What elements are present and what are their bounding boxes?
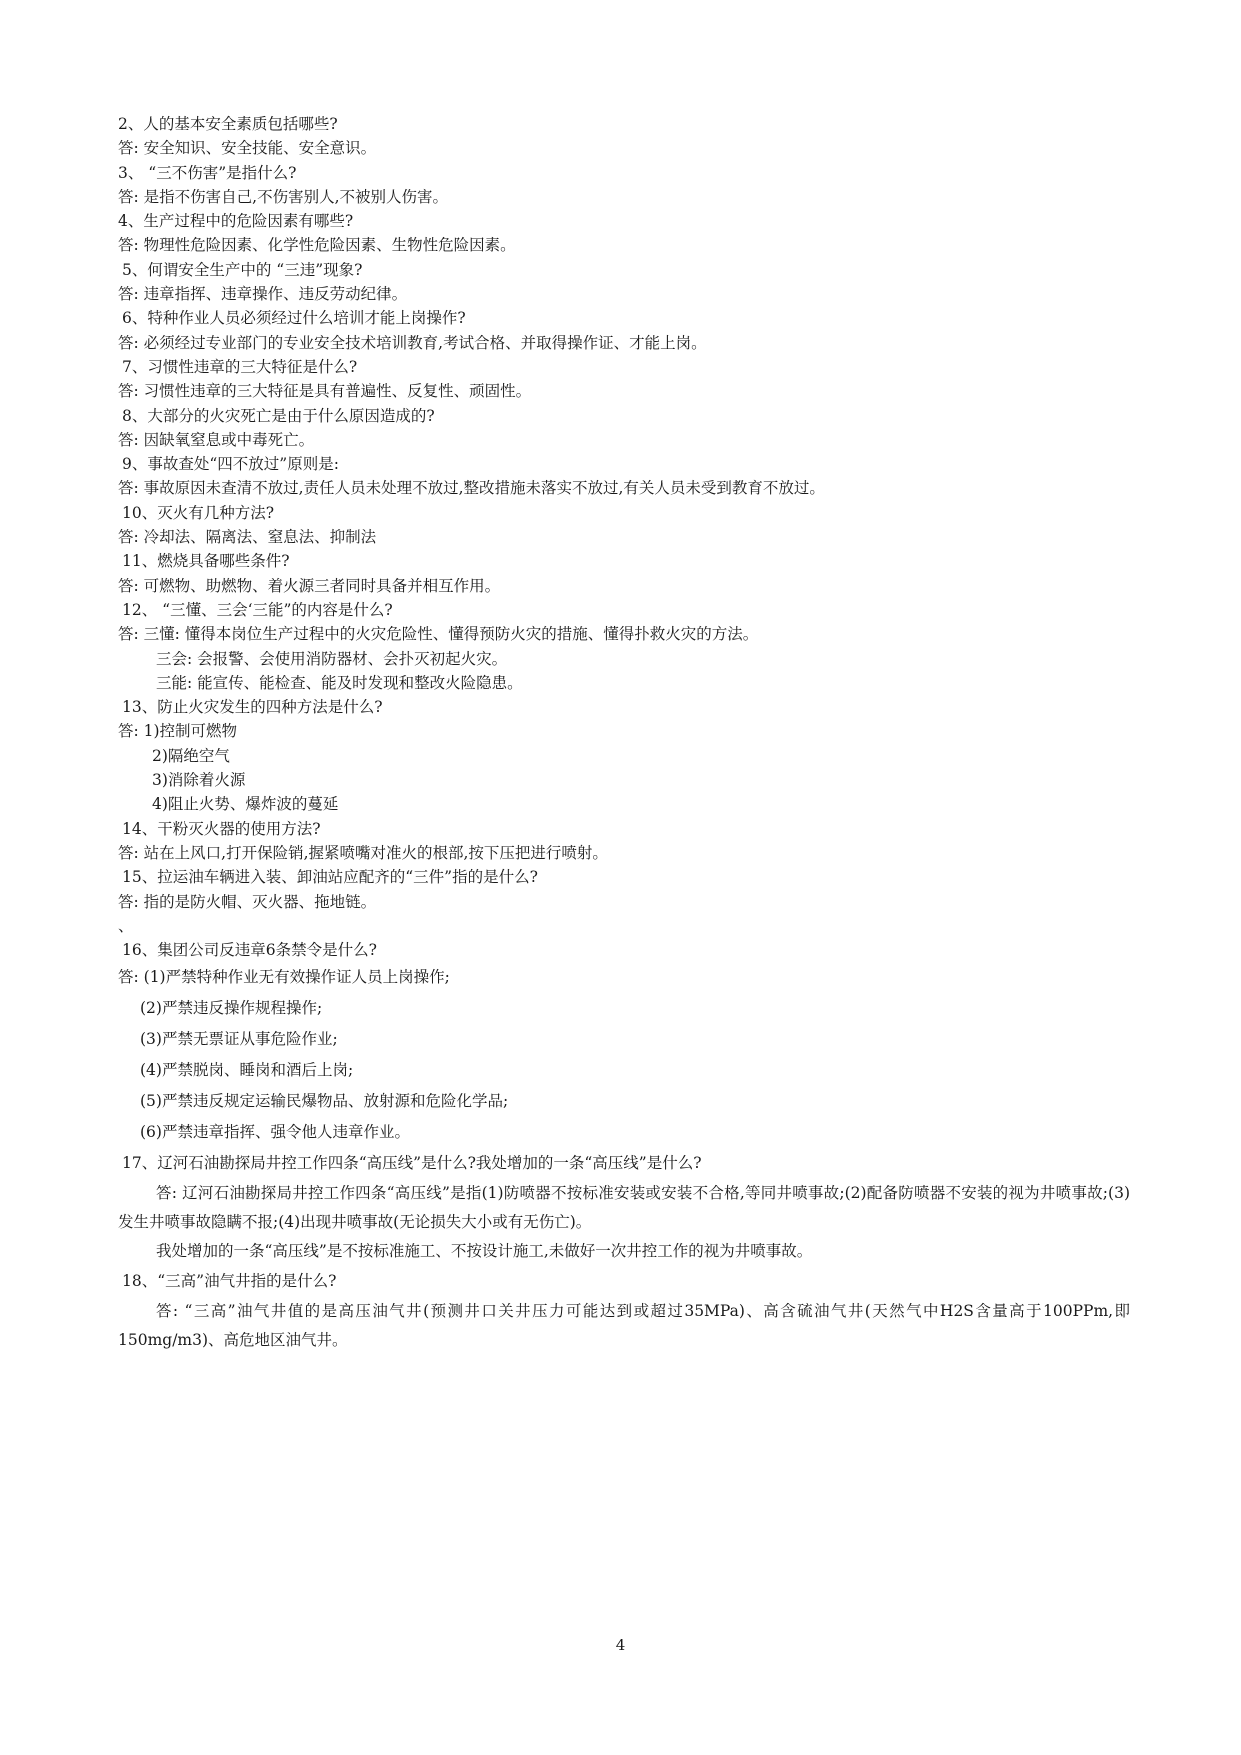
question-2: 2、人的基本安全素质包括哪些? (118, 115, 338, 133)
answer-16-item-3: (3)严禁无票证从事危险作业; (140, 1030, 338, 1049)
answer-15: 答: 指的是防火帽、灭火器、拖地链。 (118, 892, 377, 911)
question-17: 17、辽河石油勘探局井控工作四条“高压线”是什么?我处增加的一条“高压线”是什么? (122, 1154, 702, 1173)
question-12: 12、 “三懂、三会‘三能”的内容是什么? (122, 600, 393, 619)
question-8: 8、大部分的火灾死亡是由于什么原因造成的? (122, 406, 435, 425)
question-4: 4、生产过程中的危险因素有哪些? (118, 212, 354, 231)
question-3: 3、 “三不伤害”是指什么? (118, 163, 297, 182)
answer-13-item-1: 答: 1)控制可燃物 (118, 722, 238, 741)
question-6: 6、特种作业人员必须经过什么培训才能上岗操作? (122, 309, 466, 328)
question-13: 13、防止火灾发生的四种方法是什么? (122, 698, 383, 717)
answer-16-item-5: (5)严禁违反规定运输民爆物品、放射源和危险化学品; (140, 1092, 509, 1111)
document-body (118, 112, 1130, 1355)
answer-9: 答: 事故原因未查清不放过,责任人员未处理不放过,整改措施未落实不放过,有关人员未受到教育不放过。 (118, 479, 825, 498)
answer-10: 答: 冷却法、隔离法、窒息法、抑制法 (118, 528, 377, 547)
answer-12-three-can-do: 三会: 会报警、会使用消防器材、会扑灭初起火灾。 (156, 649, 508, 668)
answer-8: 答: 因缺氧窒息或中毒死亡。 (118, 430, 315, 449)
question-9: 9、事故查处“四不放过”原则是: (122, 455, 339, 474)
answer-4: 答: 物理性危险因素、化学性危险因素、生物性危险因素。 (118, 236, 516, 255)
page-number: 4 (615, 1636, 626, 1654)
answer-7: 答: 习惯性违章的三大特征是具有普遍性、反复性、顽固性。 (118, 382, 532, 401)
answer-5: 答: 违章指挥、违章操作、违反劳动纪律。 (118, 285, 408, 304)
question-5: 5、何谓安全生产中的 “三违”现象? (122, 260, 363, 279)
answer-16-item-4: (4)严禁脱岗、睡岗和酒后上岗; (140, 1061, 354, 1080)
question-16: 16、集团公司反违章6条禁令是什么? (122, 941, 377, 960)
answer-14: 答: 站在上风口,打开保险销,握紧喷嘴对准火的根部,按下压把进行喷射。 (118, 843, 608, 862)
answer-13-item-2: 2)隔绝空气 (152, 746, 230, 765)
answer-13-item-3: 3)消除着火源 (152, 771, 246, 790)
question-18: 18、“三高”油气井指的是什么? (122, 1272, 337, 1291)
question-15: 15、拉运油车辆进入装、卸油站应配齐的“三件”指的是什么? (122, 868, 538, 887)
answer-11: 答: 可燃物、助燃物、着火源三者同时具备并相互作用。 (118, 576, 501, 595)
answer-13-item-4: 4)阻止火势、爆炸波的蔓延 (152, 795, 339, 814)
question-11: 11、燃烧具备哪些条件? (122, 552, 290, 571)
answer-17-paragraph: 答: 辽河石油勘探局井控工作四条“高压线”是指(1)防喷器不按标准安装或安装不合格,等同井喷事故;(2)配备防喷器不安装的视为井喷事故;(3)发生井喷事故隐瞒不报;(4)出现井喷事故(无论损失大小或有无伤亡)。 (118, 1184, 1130, 1232)
answer-16-item-6: (6)严禁违章指挥、强令他人违章作业。 (140, 1123, 410, 1142)
answer-2: 答: 安全知识、安全技能、安全意识。 (118, 139, 377, 158)
question-14: 14、干粉灭火器的使用方法? (122, 819, 321, 838)
question-7: 7、习惯性违章的三大特征是什么? (122, 357, 358, 376)
answer-6: 答: 必须经过专业部门的专业安全技术培训教育,考试合格、并取得操作证、才能上岗。 (118, 333, 707, 352)
answer-16-item-2: (2)严禁违反操作规程操作; (140, 999, 323, 1018)
question-10: 10、灭火有几种方法? (122, 503, 275, 522)
answer-3: 答: 是指不伤害自己,不伤害别人,不被别人伤害。 (118, 187, 449, 206)
answer-17-additional-paragraph: 我处增加的一条“高压线”是不按标准施工、不按设计施工,未做好一次井控工作的视为井喷事故。 (156, 1242, 813, 1261)
answer-18-paragraph: 答: “三高”油气井值的是高压油气井(预测井口关井压力可能达到或超过35MPa)、高含硫油气井(天然气中H2S含量高于100PPm,即150mg/m3)、高危地区油气井。 (118, 1302, 1130, 1350)
answer-12-three-able: 三能: 能宣传、能检查、能及时发现和整改火险隐患。 (156, 673, 523, 692)
answer-12: 答: 三懂: 懂得本岗位生产过程中的火灾危险性、懂得预防火灾的措施、懂得扑救火灾的方法。 (118, 625, 759, 644)
answer-16-item-1: 答: (1)严禁特种作业无有效操作证人员上岗操作; (118, 968, 450, 987)
stray-mark: 、 (118, 916, 134, 935)
